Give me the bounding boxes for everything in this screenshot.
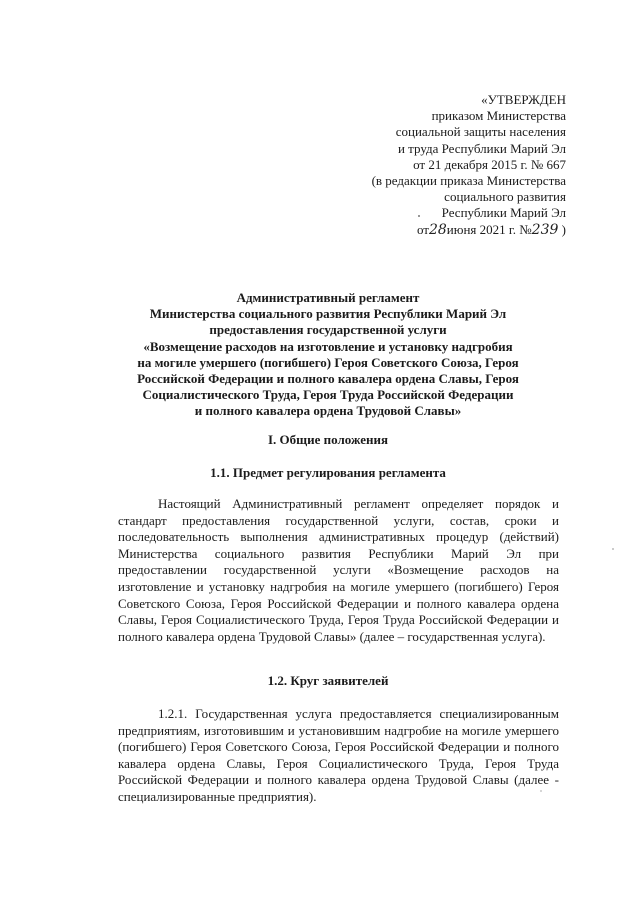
approval-line-9 — [306, 222, 566, 238]
paragraph-applicants: 1.2.1. Государственная услуга предоставляется специализированным предприятиям, изготовившим и установившим надгробие на могиле умершего (погибшего) Героя Советского Союза, Героя Российской Федерации и полного кавалера ордена Славы, Героя Социалистического Труда, Героя Труда Российской Федерации и полного кавалера ордена Трудовой Славы (далее - специализированные предприятия). — [118, 706, 559, 804]
approval-line-8: Республики Марий Эл — [441, 205, 566, 221]
approval-line-2: приказом Министерства — [431, 108, 566, 124]
title-line-6: Российской Федерации и полного кавалера ордена Славы, Героя — [137, 371, 519, 387]
title-line-5: на могиле умершего (погибшего) Героя Советского Союза, Героя — [137, 354, 519, 370]
section-heading-general: I. Общие положения — [268, 432, 388, 447]
document-title — [118, 290, 538, 420]
scan-speck — [612, 548, 614, 550]
approval-line-3: социальной защиты населения — [395, 124, 566, 140]
approval-line-7: социального развития — [444, 189, 566, 205]
section-heading-subject: 1.1. Предмет регулирования регламента — [210, 465, 446, 480]
title-line-3: предоставления государственной услуги — [209, 322, 447, 338]
title-line-2: Министерства социального развития Республики Марий Эл — [149, 306, 507, 322]
paragraph-subject: Настоящий Административный регламент определяет порядок и стандарт предоставления государственной услуги, состав, сроки и последовательность выполнения административных процедур (действий) Министерства социального развития Республики Марий Эл при предоставлении государственной услуги «Возмещение расходов на изготовление и установку надгробия на могиле умершего (погибшего) Героя Советского Союза, Героя Российской Федерации и полного кавалера ордена Славы, Героя Социалистического Труда, Героя Труда Российской Федерации и полного кавалера ордена Трудовой Славы» (далее – государственная услуга). — [118, 496, 559, 644]
scan-speck — [540, 790, 542, 792]
approval-line-4: и труда Республики Марий Эл — [397, 140, 566, 156]
approval-line-5: от 21 декабря 2015 г. № 667 — [413, 156, 566, 172]
approval-date-prefix: от — [416, 221, 429, 237]
section-heading-applicants: 1.2. Круг заявителей — [267, 673, 389, 688]
approval-line-6: (в редакции приказа Министерства — [371, 173, 566, 189]
handwritten-day: 28 — [428, 221, 447, 238]
approval-date-suffix: ) — [561, 221, 566, 237]
title-line-1: Административный регламент — [236, 290, 420, 305]
title-line-8: и полного кавалера ордена Трудовой Славы» — [194, 403, 462, 419]
title-line-4: «Возмещение расходов на изготовление и установку надгробия — [143, 338, 513, 354]
handwritten-order-number: 239 — [531, 221, 559, 238]
approval-line-1: «УТВЕРЖДЕН — [481, 92, 566, 107]
approval-stamp-block — [306, 92, 566, 238]
scan-speck — [418, 215, 420, 217]
title-line-7: Социалистического Труда, Героя Труда Российской Федерации — [142, 387, 514, 403]
approval-date-middle: июня 2021 г. № — [446, 221, 532, 237]
